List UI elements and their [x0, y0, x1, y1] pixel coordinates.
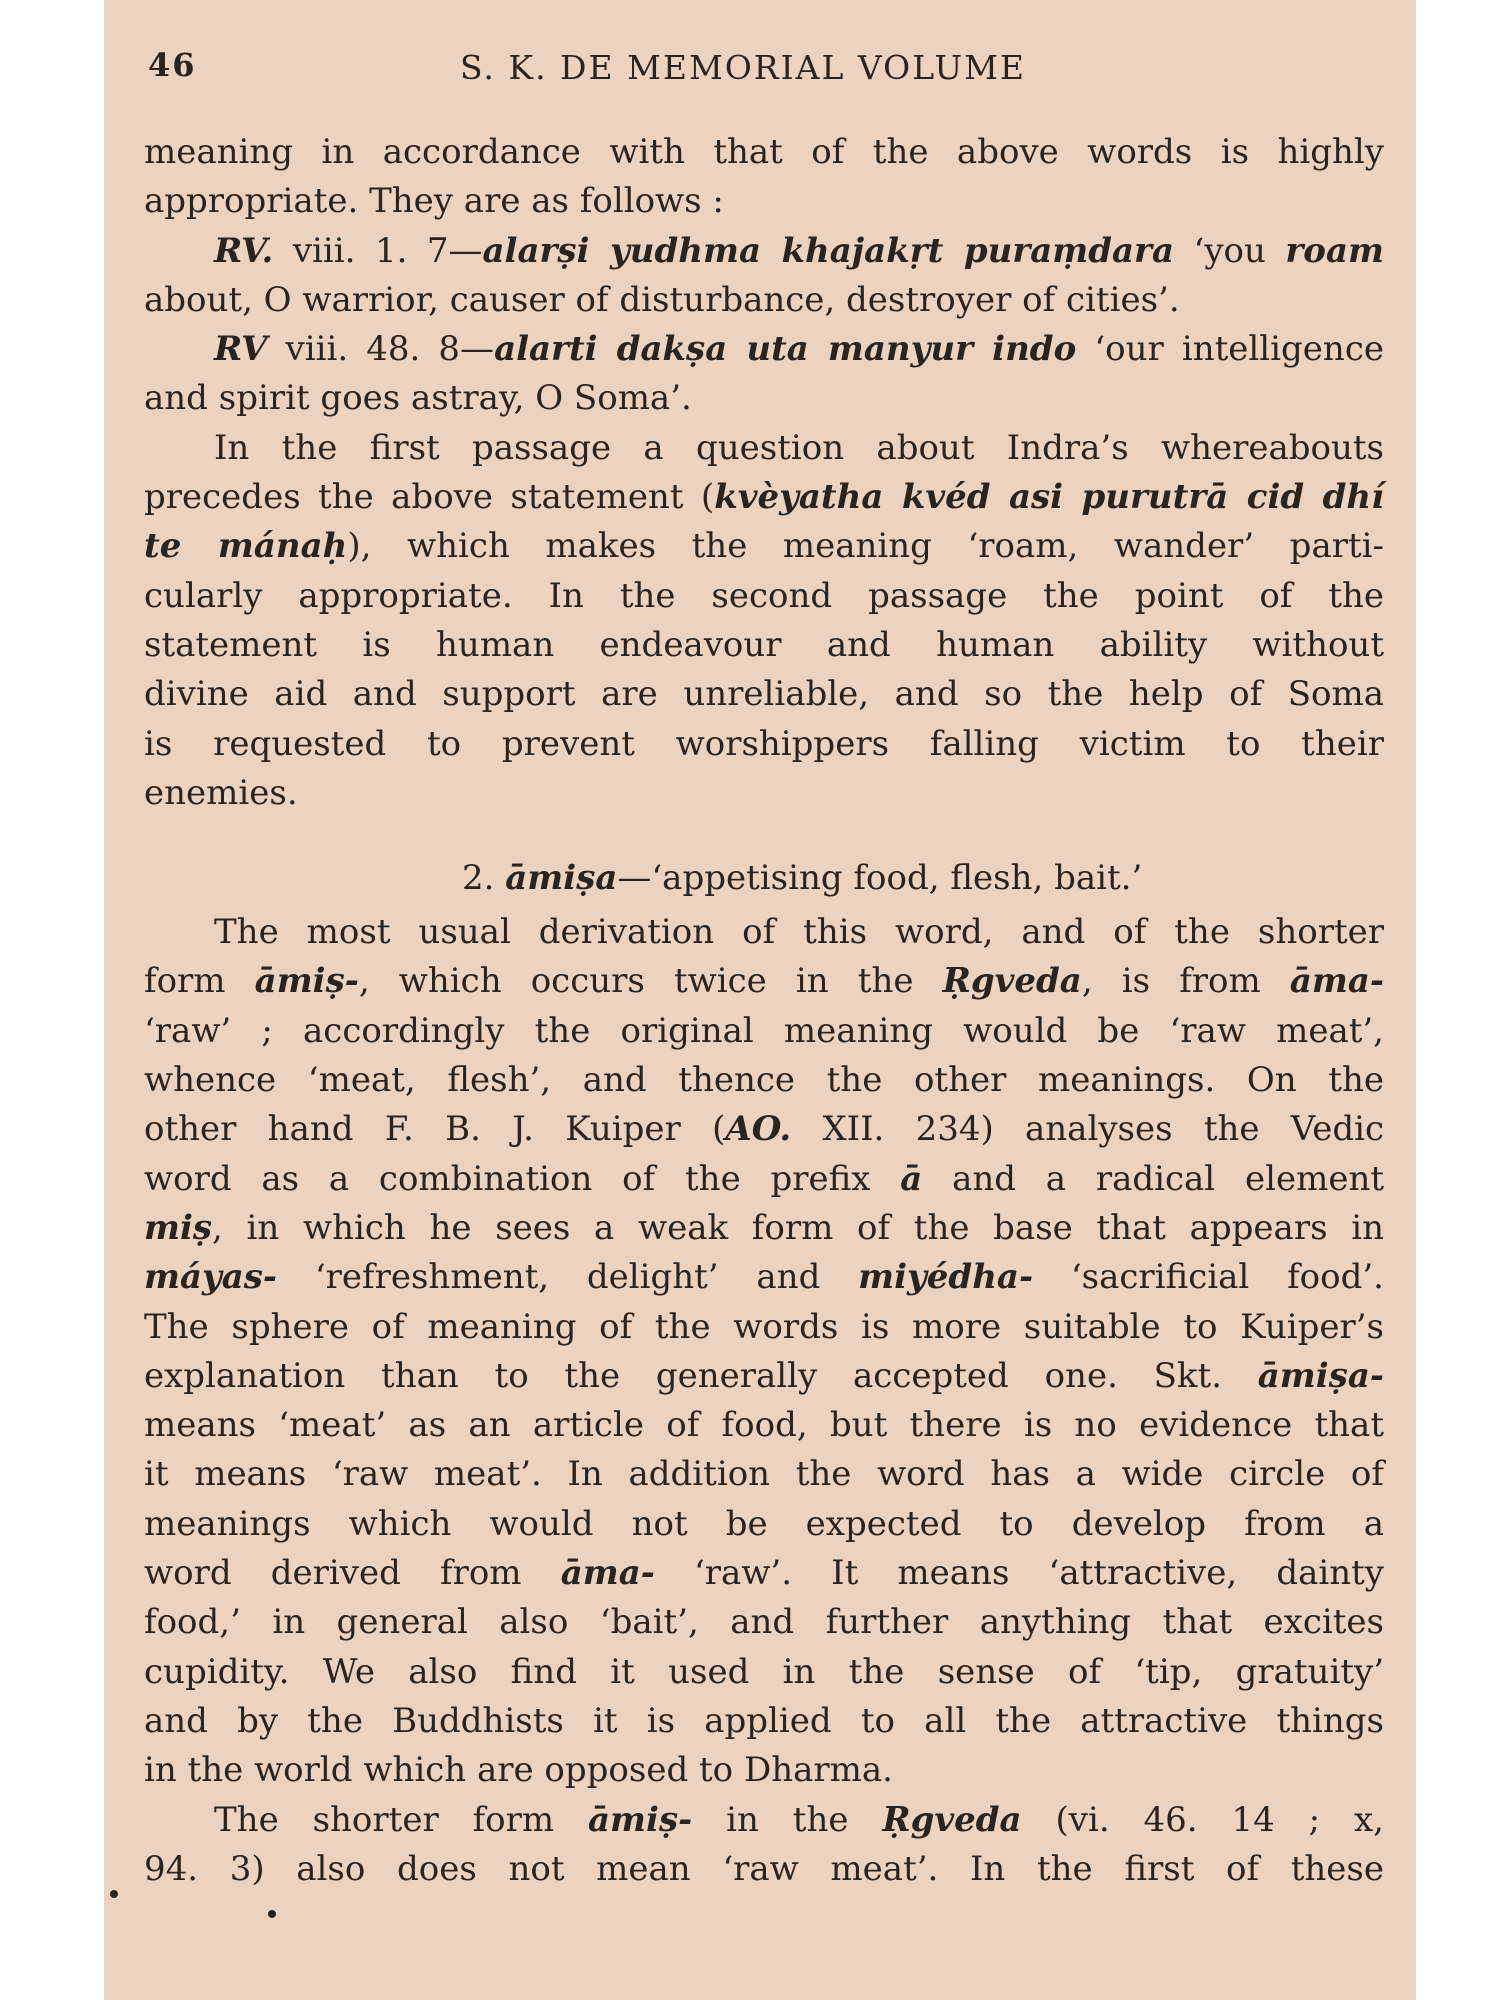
section-heading: 2. āmiṣa—‘appetising food, flesh, bait.’ [462, 858, 1143, 899]
text-line: appropriate. They are as follows : [144, 181, 724, 222]
paragraph [144, 128, 1384, 227]
verse-quote [144, 227, 1384, 326]
text-line: 94. 3) also does not mean ‘raw meat’. In the first of these [144, 1848, 1384, 1889]
ink-speck [268, 1910, 276, 1918]
text-line: precedes the above statement (kvèyatha kvéd asi purutrā cid dhí [144, 477, 1384, 518]
text-line: is requested to prevent worshippers falling victim to their [144, 723, 1384, 764]
book-page [104, 0, 1416, 2000]
text-line: means ‘meat’ as an article of food, but there is no evidence that [144, 1405, 1384, 1446]
ink-speck [110, 1890, 118, 1898]
text-line: whence ‘meat, flesh’, and thence the other meanings. On the [144, 1060, 1384, 1101]
text-line: te mánaḥ), which makes the meaning ‘roam, wander’ parti- [144, 526, 1384, 567]
text-line: food,’ in general also ‘bait’, and further anything that excites [144, 1602, 1384, 1643]
text-line: other hand F. B. J. Kuiper (AO. XII. 234) analyses the Vedic [144, 1109, 1384, 1150]
text-line: ‘raw’ ; accordingly the original meaning would be ‘raw meat’, [144, 1010, 1384, 1051]
text-line: statement is human endeavour and human ability without [144, 624, 1384, 665]
section-term: āmiṣa [505, 858, 618, 899]
text-line: enemies. [144, 772, 298, 813]
text-line: and spirit goes astray, O Soma’. [144, 378, 692, 419]
text-line: and by the Buddhists it is applied to all the attractive things [144, 1700, 1384, 1741]
verse-quote [144, 325, 1384, 424]
text-line: In the first passage a question about Indra’s whereabouts [214, 427, 1384, 468]
text-line: meaning in accordance with that of the above words is highly [144, 132, 1384, 172]
text-line: explanation than to the generally accepted one. Skt. āmiṣa- [144, 1355, 1384, 1396]
text-line: about, O warrior, causer of disturbance, destroyer of cities’. [144, 279, 1180, 320]
text-line: The shorter form āmiṣ- in the Ṛgveda (vi. 46. 14 ; x, [214, 1799, 1384, 1840]
page-header [104, 46, 1416, 96]
text-line: form āmiṣ-, which occurs twice in the Ṛgveda, is from āma- [144, 961, 1385, 1002]
verse-reference: RV. [214, 230, 274, 271]
text-line: it means ‘raw meat’. In addition the word has a wide circle of [144, 1454, 1384, 1495]
text-line: word as a combination of the prefix ā and a radical element [144, 1158, 1384, 1199]
text-line: word derived from āma- ‘raw’. It means ‘attractive, dainty [144, 1553, 1385, 1594]
verse-reference: RV [214, 329, 268, 370]
text-line: RV. viii. 1. 7—alarṣi yudhma khajakṛt puraṃdara ‘you roam [214, 230, 1384, 271]
text-line: divine aid and support are unreliable, and so the help of Soma [144, 674, 1384, 715]
text-line: cupidity. We also find it used in the sense of ‘tip, gratuity’ [144, 1651, 1384, 1692]
paragraph [144, 1796, 1384, 1895]
text-line: cularly appropriate. In the second passage the point of the [144, 575, 1384, 616]
sanskrit-verse: alarti dakṣa uta manyur indo [494, 329, 1077, 370]
running-title: S. K. DE MEMORIAL VOLUME [460, 48, 1027, 87]
text-line: meanings which would not be expected to develop from a [144, 1503, 1384, 1544]
text-line: The sphere of meaning of the words is more suitable to Kuiper’s [144, 1306, 1384, 1347]
text-line: in the world which are opposed to Dharma. [144, 1750, 893, 1791]
text-line: máyas- ‘refreshment, delight’ and miyédha- ‘sacrificial food’. [144, 1257, 1384, 1298]
page-body [144, 128, 1384, 1894]
paragraph [144, 908, 1384, 1795]
text-line: miṣ, in which he sees a weak form of the base that appears in [144, 1207, 1384, 1248]
text-line: The most usual derivation of this word, and of the shorter [214, 912, 1384, 953]
paragraph [144, 424, 1384, 818]
text-line: RV viii. 48. 8—alarti dakṣa uta manyur indo ‘our intelligence [214, 329, 1384, 370]
sanskrit-verse: alarṣi yudhma khajakṛt puraṃdara [482, 230, 1175, 271]
page-number: 46 [148, 46, 197, 84]
